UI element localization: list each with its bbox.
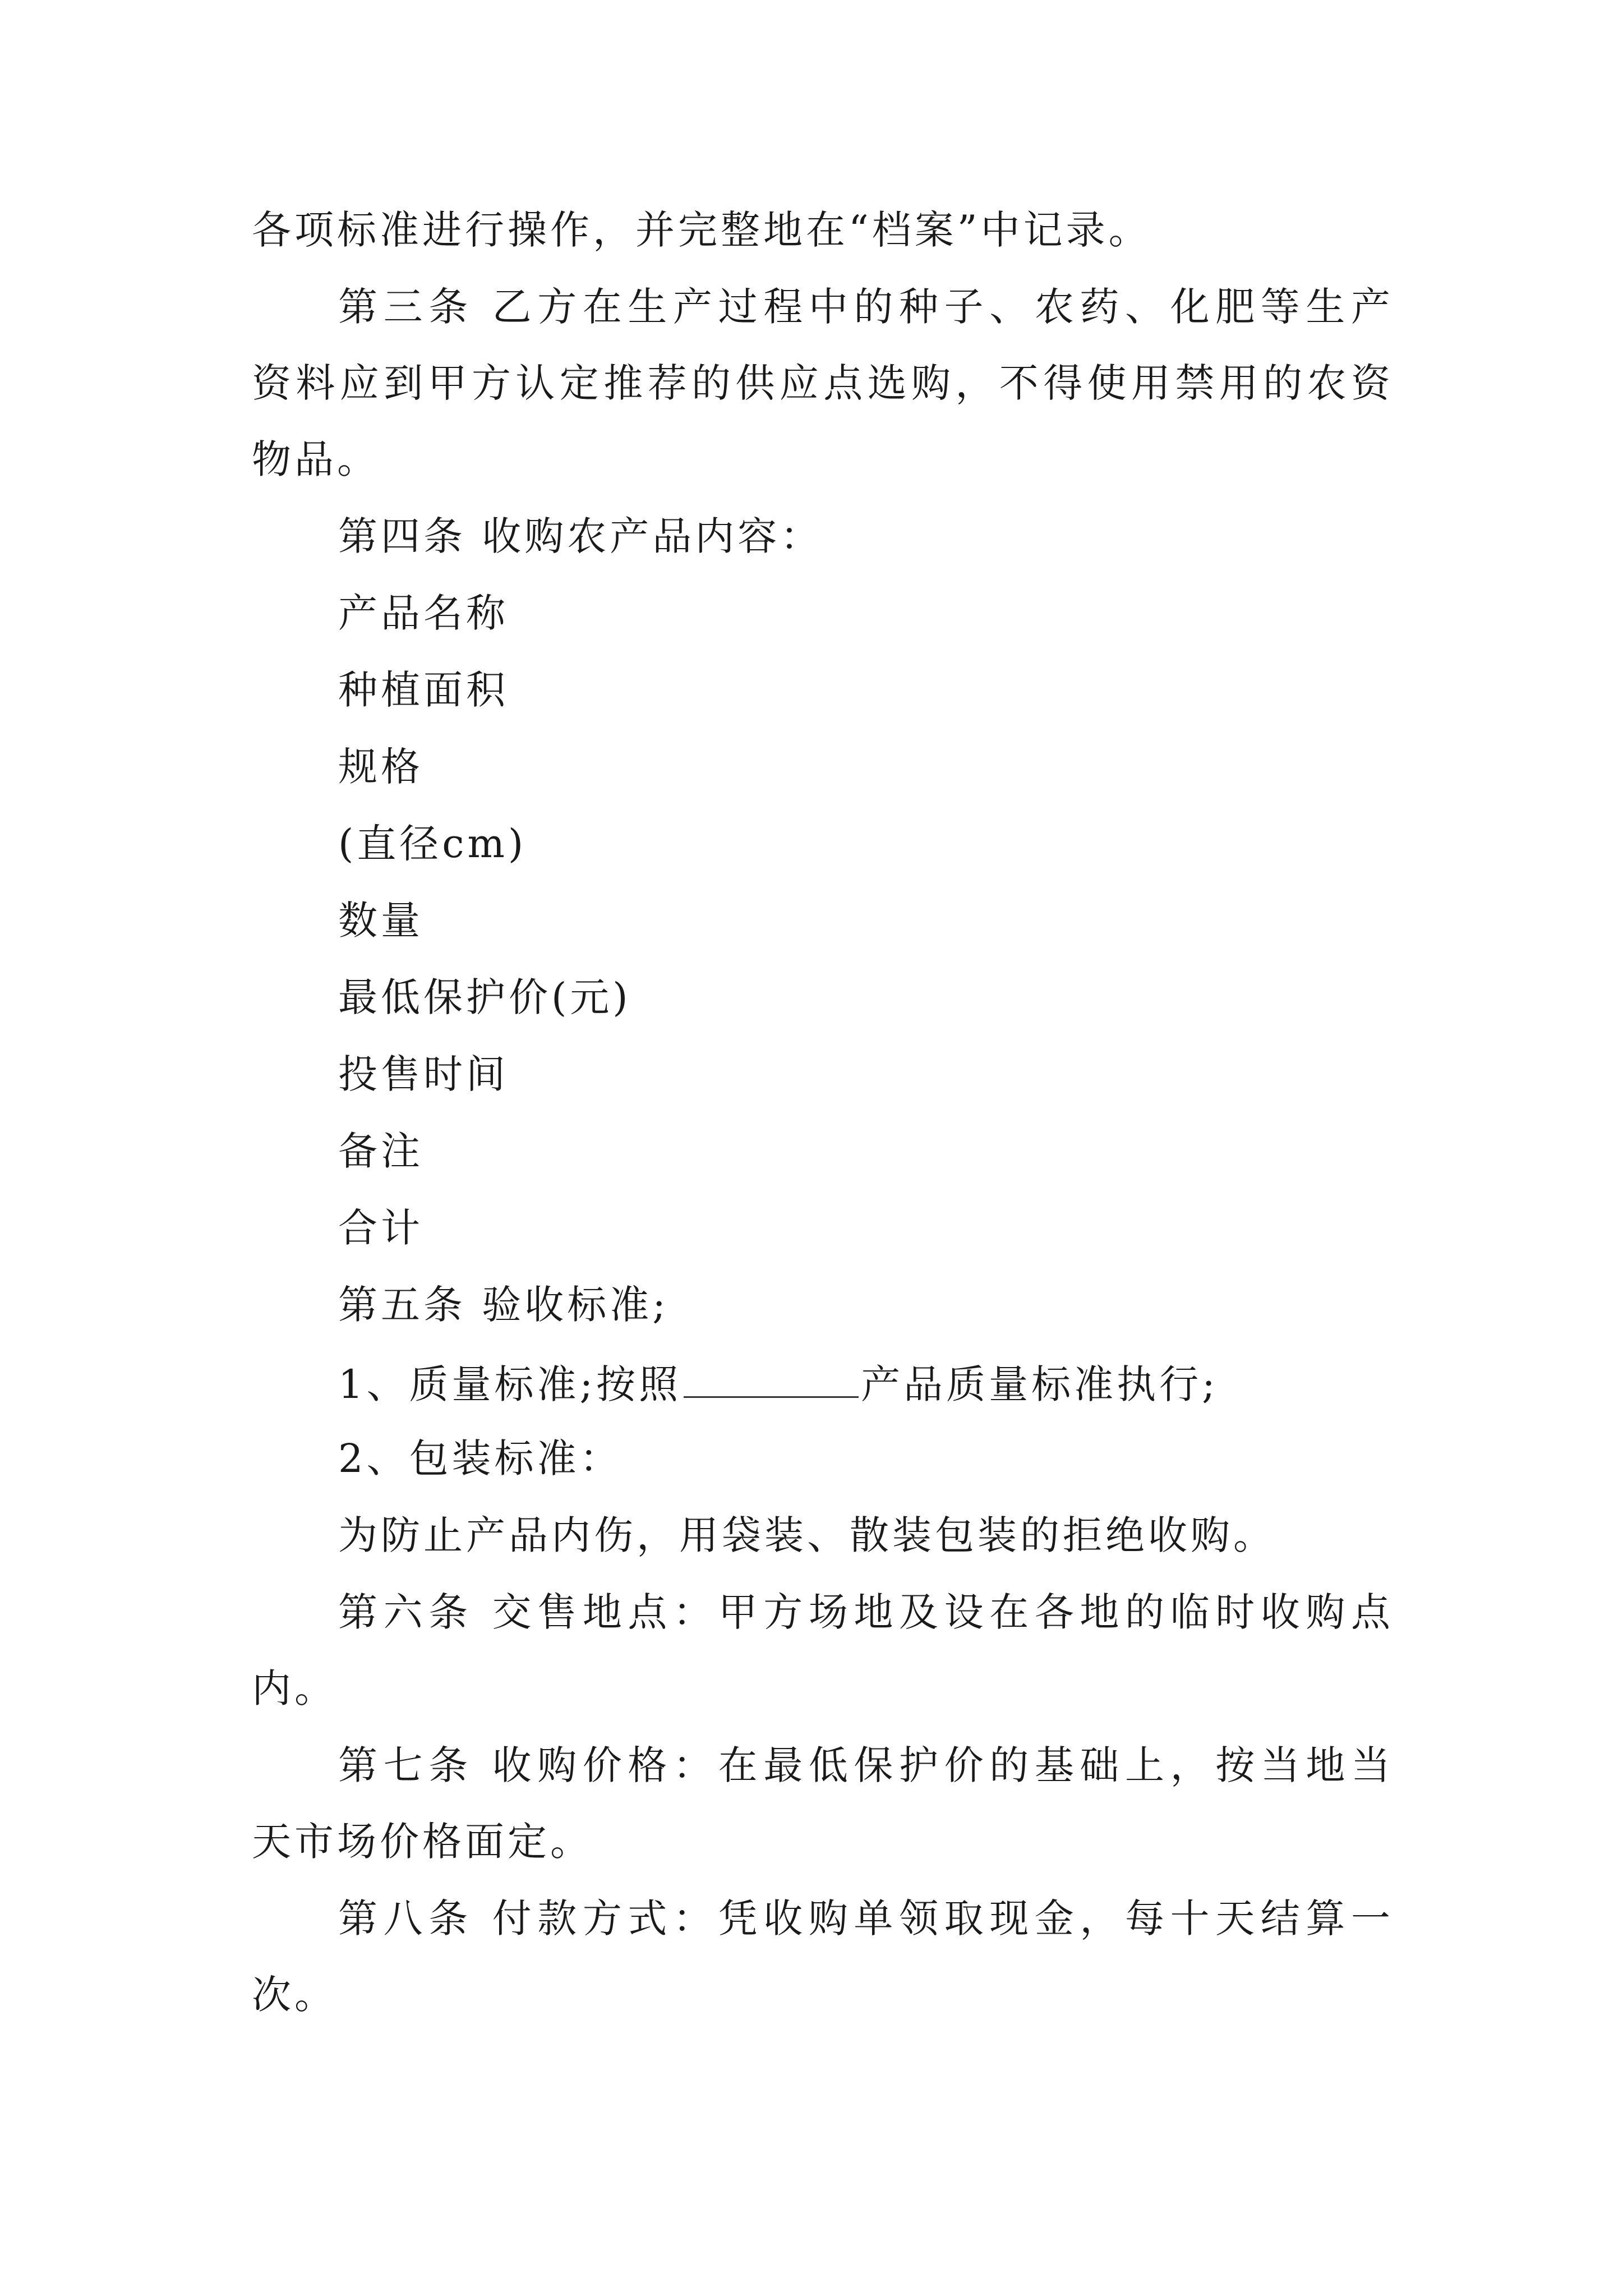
article-6-line-1: 第六条 交售地点：甲方场地及设在各地的临时收购点 xyxy=(338,1589,1390,1635)
article-8-line-2: 次。 xyxy=(252,1972,337,2018)
article-6-line-2: 内。 xyxy=(252,1665,337,1711)
text-line: 各项标准进行操作，并完整地在“档案”中记录。 xyxy=(252,207,1151,253)
text-line: 为防止产品内伤，用袋装、散装包装的拒绝收购。 xyxy=(338,1512,1276,1558)
document-body xyxy=(252,208,1390,2017)
article-3-line-2: 资料应到甲方认定推荐的供应点选购，不得使用禁用的农资 xyxy=(252,360,1390,406)
list-item: 合计 xyxy=(338,1205,423,1251)
quality-standard-line xyxy=(252,1359,1390,1407)
list-item: 种植面积 xyxy=(338,667,509,713)
list-item: (直径cm) xyxy=(338,821,527,867)
article-7-line-1: 第七条 收购价格：在最低保护价的基础上，按当地当 xyxy=(338,1742,1390,1788)
article-3-line-3: 物品。 xyxy=(252,436,380,482)
article-4-heading: 第四条 收购农产品内容： xyxy=(338,513,823,559)
article-7-line-2: 天市场价格面定。 xyxy=(252,1819,593,1865)
list-item: 备注 xyxy=(338,1128,423,1174)
quality-standard-suffix: 产品质量标准执行; xyxy=(861,1361,1219,1407)
article-5-heading: 第五条 验收标准; xyxy=(338,1282,669,1328)
list-item: 数量 xyxy=(338,898,423,944)
list-item: 规格 xyxy=(338,744,423,790)
list-item: 最低保护价(元) xyxy=(338,974,631,1020)
list-item: 产品名称 xyxy=(338,590,509,636)
article-3-line-1: 第三条 乙方在生产过程中的种子、农药、化肥等生产 xyxy=(338,284,1390,330)
article-8-line-1: 第八条 付款方式：凭收购单领取现金，每十天结算一 xyxy=(338,1895,1390,1941)
packaging-standard-line: 2、包装标准： xyxy=(338,1435,623,1481)
list-item: 投售时间 xyxy=(338,1051,509,1097)
fill-in-blank xyxy=(684,1359,859,1398)
quality-standard-prefix: 1、质量标准;按照 xyxy=(338,1361,682,1407)
